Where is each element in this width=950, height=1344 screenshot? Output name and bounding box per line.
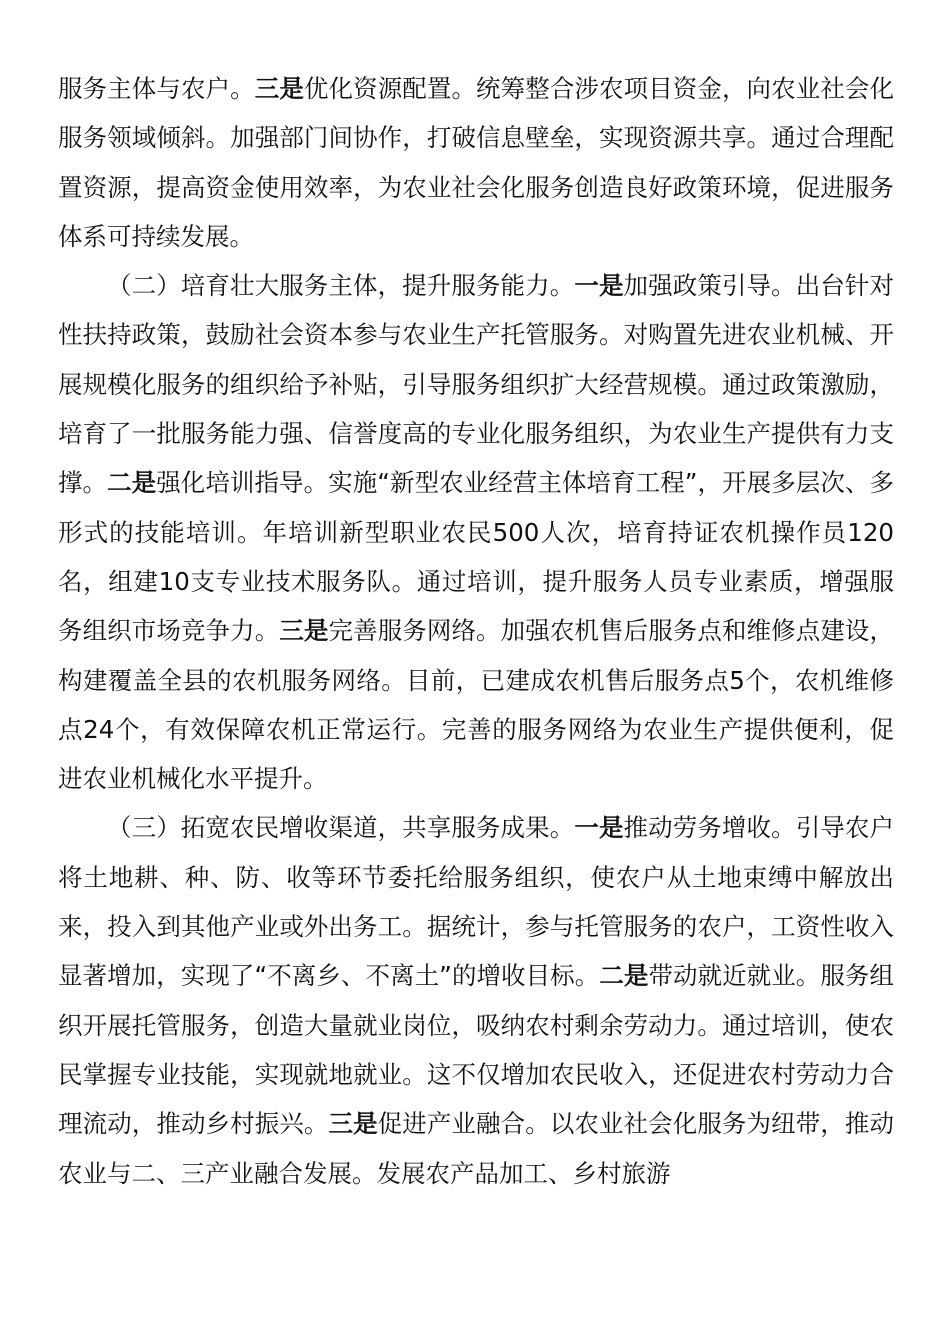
text-segment: 带动就近就业。服务组织开展托管服务，创造大量就业岗位，吸纳农村剩余劳动力。通过培训，使农民掌握专业技能，实现就地就业。这不仅增加农民收入，还促进农村劳动力合理流动，推动乡村振兴。 [58, 961, 894, 1139]
section-heading: （二）培育壮大服务主体，提升服务能力。 [107, 271, 575, 301]
text-segment: 完善服务网络。加强农机售后服务点和维修点建设，构建覆盖全县的农机服务网络。目前，已建成农机售后服务点5个，农机维修点24个，有效保障农机正常运行。完善的服务网络为农业生产提供便利，促进农业机械化水平提升。 [58, 616, 895, 794]
bold-lead: 二是 [107, 468, 157, 498]
bold-lead: 一是 [574, 271, 624, 301]
bold-lead: 三是 [328, 1109, 378, 1139]
bold-lead: 二是 [599, 961, 649, 991]
bold-lead: 三是 [254, 74, 304, 103]
paragraph-section-3 [58, 803, 894, 1197]
text-segment: 强化培训指导。实施“新型农业经营主体培育工程”，开展多层次、多形式的技能培训。年培训新型职业农民500人次，培育持证农机操作员120名，组建10支专业技术服务队。通过培训，提升服务人员专业素质，增强服务组织市场竞争力。 [58, 468, 894, 646]
section-heading: （三）拓宽农民增收渠道，共享服务成果。 [107, 813, 575, 843]
text-segment: 加强政策引导。出台针对性扶持政策，鼓励社会资本参与农业生产托管服务。对购置先进农业机械、开展规模化服务的组织给予补贴，引导服务组织扩大经营规模。通过政策激励，培育了一批服务能力强、信誉度高的专业化服务组织，为农业生产提供有力支撑。 [58, 271, 895, 498]
text-segment: 推动劳务增收。引导农户将土地耕、种、防、收等环节委托给服务组织，使农户从土地束缚中解放出来，投入到其他产业或外出务工。据统计，参与托管服务的农户，工资性收入显著增加，实现了“不离乡、不离土”的增收目标。 [58, 813, 895, 991]
text-segment: 服务主体与农户。 [58, 74, 255, 103]
bold-lead: 一是 [574, 813, 624, 843]
paragraph-continuation [58, 64, 894, 261]
text-segment: 优化资源配置。统筹整合涉农项目资金，向农业社会化服务领域倾斜。加强部门间协作，打破信息壁垒，实现资源共享。通过合理配置资源，提高资金使用效率，为农业社会化服务创造良好政策环境，促进服务体系可持续发展。 [58, 74, 895, 251]
paragraph-section-2 [58, 261, 894, 803]
bold-lead: 三是 [279, 616, 329, 646]
document-page [58, 64, 894, 1198]
text-segment: 促进产业融合。以农业社会化服务为纽带，推动农业与二、三产业融合发展。发展农产品加工、乡村旅游 [58, 1109, 895, 1188]
